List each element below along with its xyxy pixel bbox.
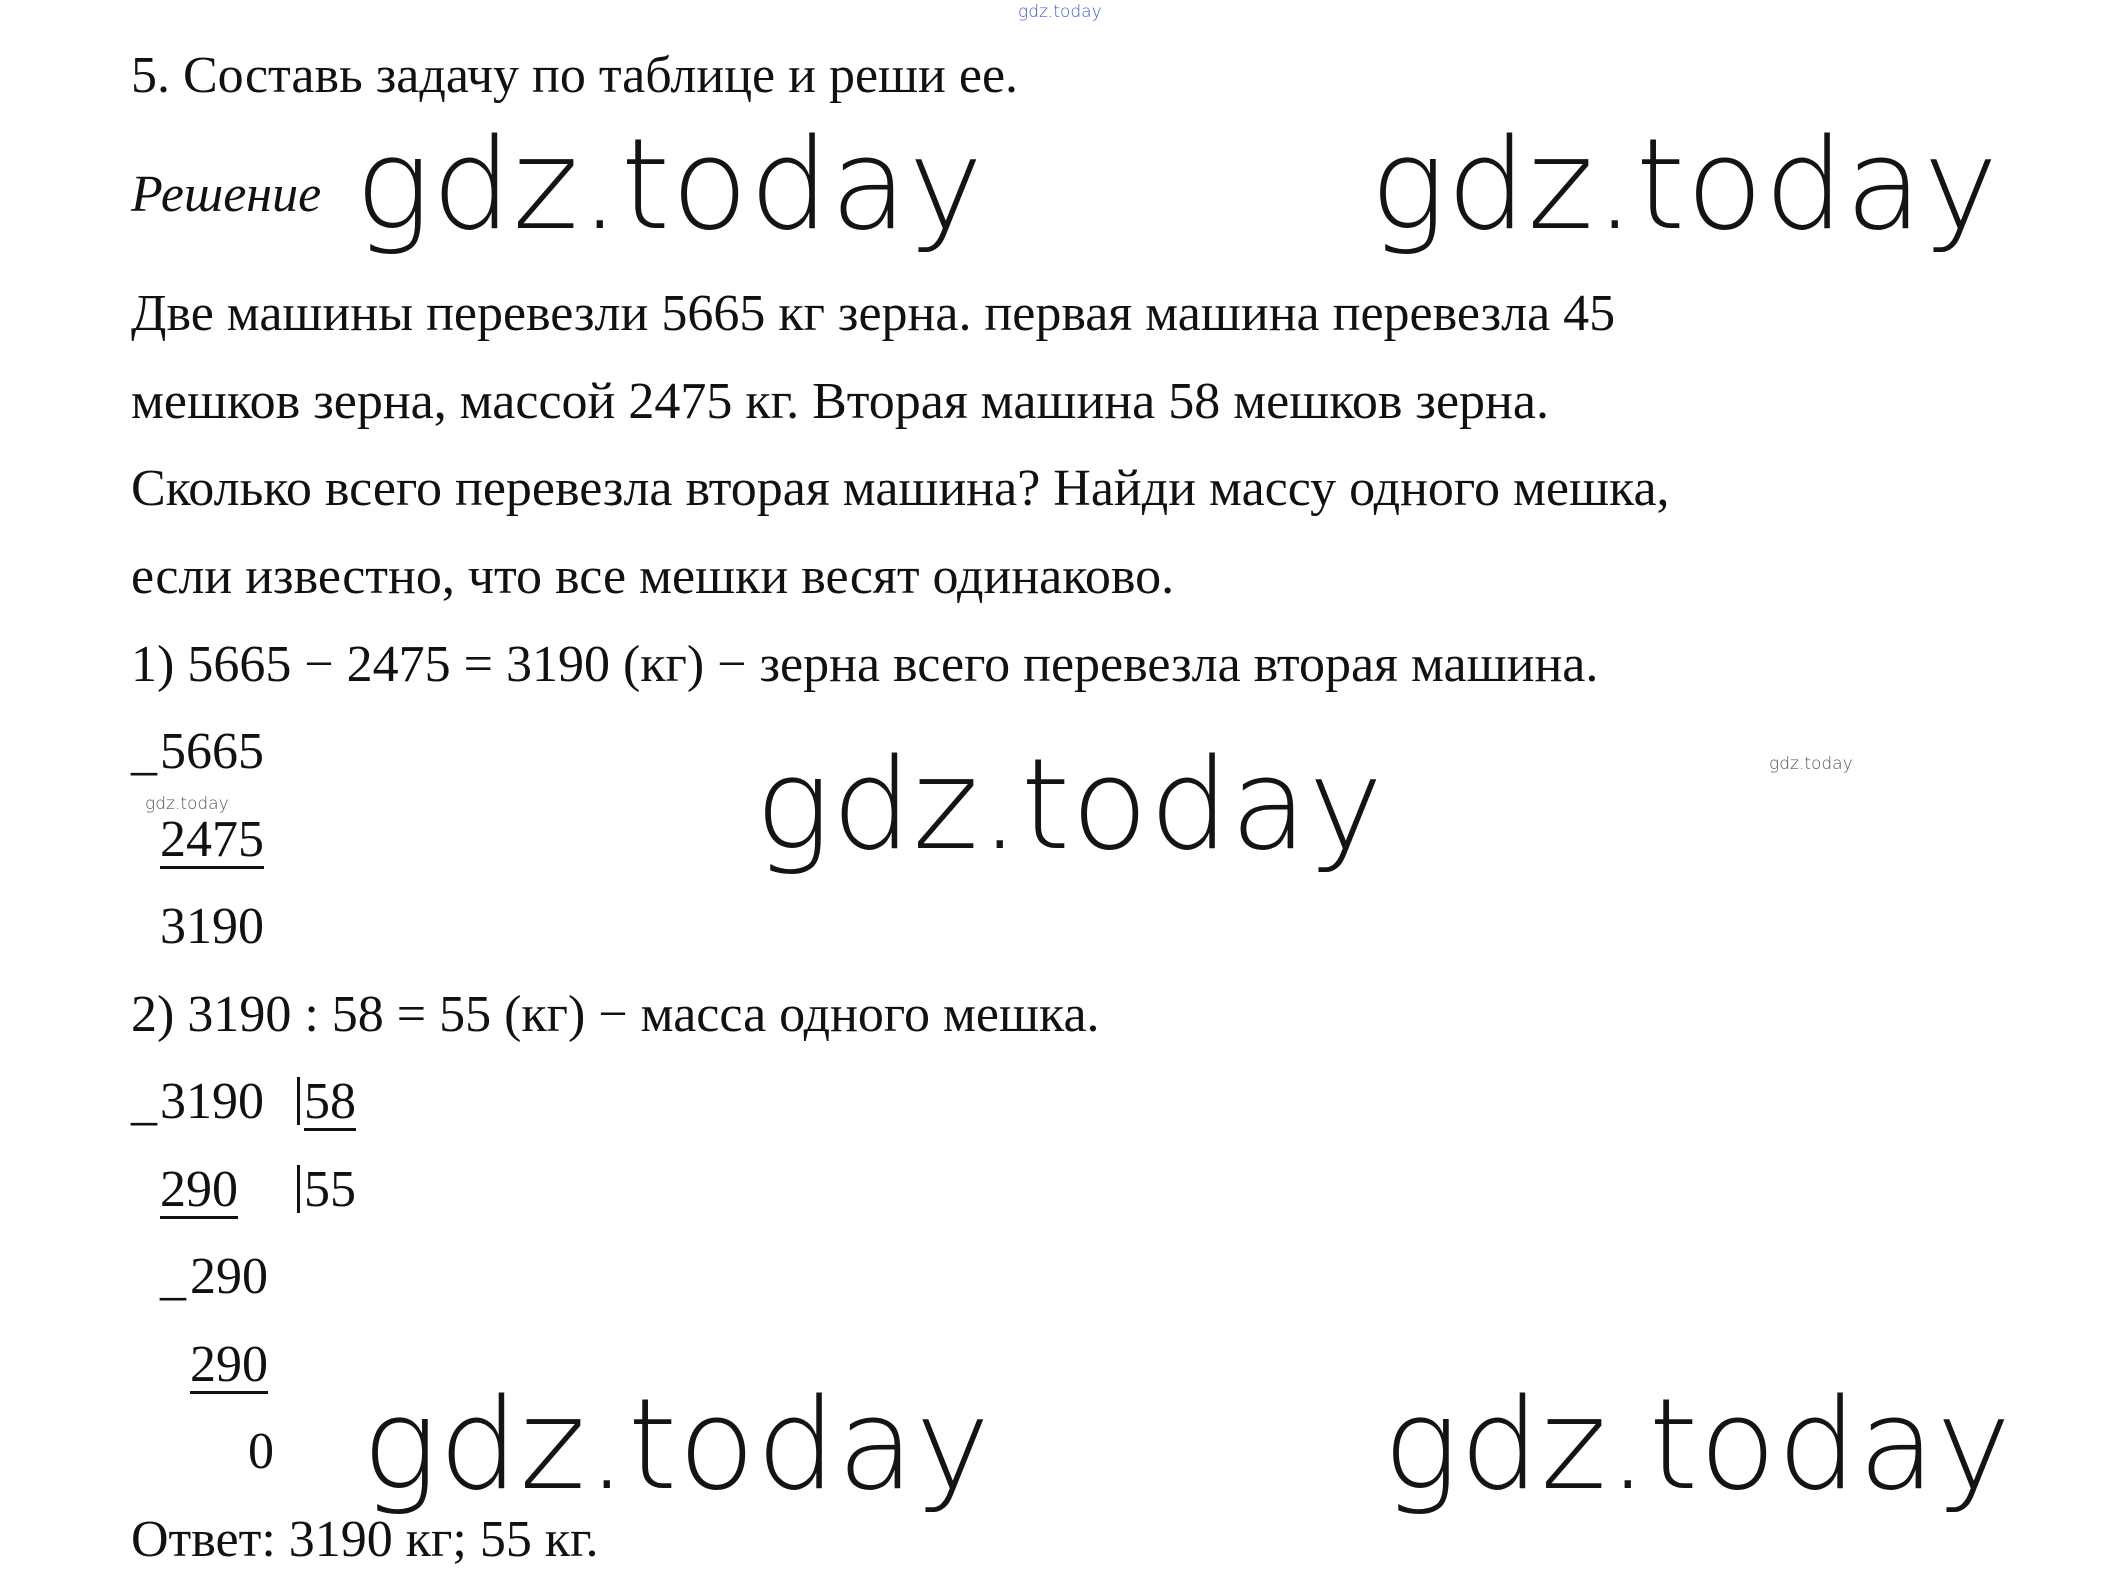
problem-line-1: Две машины перевезли 5665 кг зерна. первая машина перевезла 45 — [131, 285, 1616, 342]
problem-line-4: если известно, что все мешки весят одинаково. — [131, 548, 1175, 605]
step1-subtrahend — [160, 810, 264, 870]
watermark-big-2: gdz.today — [1370, 111, 2000, 258]
step2-partial-1-value: 290 — [160, 1161, 238, 1218]
task-heading: 5. Составь задачу по таблице и реши ее. — [131, 47, 1019, 104]
watermark-small-2: gdz.today — [145, 794, 229, 814]
step2-divisor — [304, 1072, 356, 1132]
solution-label: Решение — [131, 166, 322, 223]
watermark-small-1: gdz.today — [1769, 754, 1853, 774]
step2-division-bar-2 — [297, 1165, 300, 1213]
step1-minus-sign: _ — [131, 724, 157, 781]
step2-remainder: 0 — [248, 1423, 274, 1480]
step2-partial-2 — [190, 1335, 268, 1395]
watermark-big-3: gdz.today — [755, 731, 1385, 878]
watermark-big-5: gdz.today — [1383, 1371, 2013, 1518]
step1-equation: 1) 5665 − 2475 = 3190 (кг) − зерна всего перевезла вторая машина. — [131, 636, 1599, 693]
problem-line-2: мешков зерна, массой 2475 кг. Вторая машина 58 мешков зерна. — [131, 373, 1549, 430]
step1-difference: 3190 — [160, 898, 264, 955]
watermark-big-4: gdz.today — [362, 1371, 992, 1518]
step1-subtrahend-value: 2475 — [160, 811, 264, 868]
problem-line-3: Сколько всего перевезла вторая машина? Найди массу одного мешка, — [131, 460, 1670, 517]
answer: Ответ: 3190 кг; 55 кг. — [131, 1511, 599, 1568]
step2-divisor-value: 58 — [304, 1073, 356, 1130]
step2-remainder-line: 290 — [190, 1248, 268, 1305]
step1-minuend: 5665 — [160, 723, 264, 780]
step2-minus-sign-2: _ — [160, 1249, 186, 1306]
watermark-big-1: gdz.today — [355, 111, 985, 258]
step2-partial-1 — [160, 1160, 238, 1220]
step2-minus-sign-1: _ — [131, 1074, 157, 1131]
step2-division-bar-1 — [297, 1077, 300, 1125]
step2-partial-2-value: 290 — [190, 1336, 268, 1393]
watermark-top: gdz.today — [1018, 2, 1102, 22]
step2-quotient: 55 — [304, 1161, 356, 1218]
step2-dividend: 3190 — [160, 1073, 264, 1130]
step2-equation: 2) 3190 : 58 = 55 (кг) − масса одного мешка. — [131, 986, 1100, 1043]
